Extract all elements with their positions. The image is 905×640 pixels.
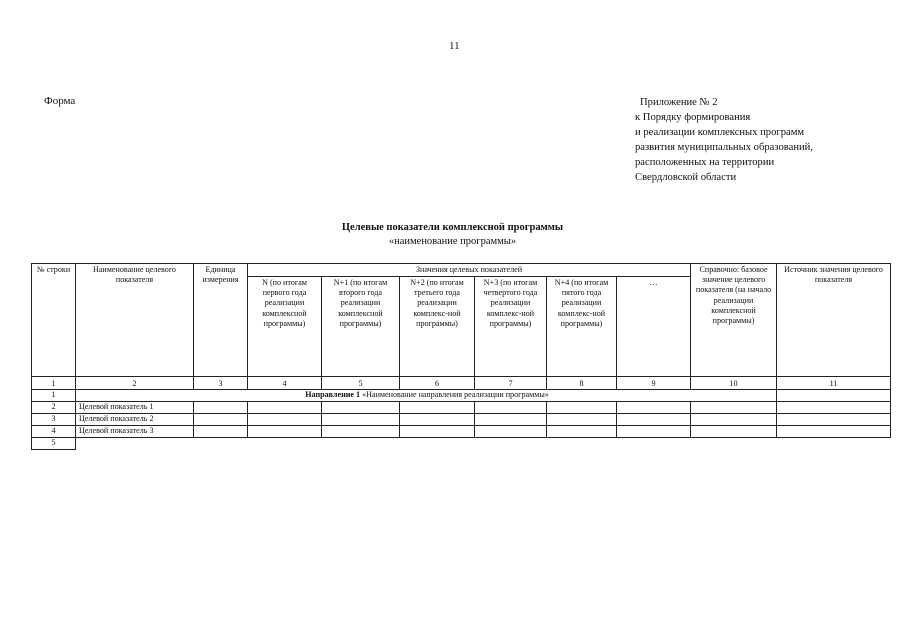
empty-cell bbox=[475, 426, 547, 438]
table-row bbox=[32, 426, 891, 438]
header-n4: N+4 (по итогам пятого года реализации комплекс-ной программы) bbox=[547, 277, 617, 377]
header-row-no: № строки bbox=[32, 264, 76, 377]
column-numbers-row bbox=[32, 377, 891, 390]
column-number: 5 bbox=[322, 377, 400, 390]
table-row bbox=[32, 414, 891, 426]
table-row bbox=[32, 402, 891, 414]
column-number: 1 bbox=[32, 377, 76, 390]
target-indicators-table bbox=[31, 263, 891, 450]
header-values-group: Значения целевых показателей bbox=[248, 264, 691, 277]
header-reference: Справочно: базовое значение целевого показателя (на начало реализации комплексной программы) bbox=[691, 264, 777, 377]
direction-row bbox=[32, 390, 891, 402]
indicator-name: Целевой показатель 3 bbox=[76, 426, 194, 438]
column-number: 6 bbox=[400, 377, 475, 390]
empty-cell bbox=[547, 402, 617, 414]
empty-cell bbox=[617, 414, 691, 426]
document-title bbox=[0, 221, 905, 249]
form-label: Форма bbox=[44, 95, 76, 107]
table-row bbox=[32, 438, 891, 450]
direction-label bbox=[76, 390, 777, 402]
indicator-name: Целевой показатель 1 bbox=[76, 402, 194, 414]
row-number: 4 bbox=[32, 426, 76, 438]
column-number: 2 bbox=[76, 377, 194, 390]
column-number: 4 bbox=[248, 377, 322, 390]
column-number: 11 bbox=[777, 377, 891, 390]
empty-cell bbox=[248, 426, 322, 438]
appendix-line: к Порядку формирования bbox=[635, 112, 751, 123]
row-number: 3 bbox=[32, 414, 76, 426]
appendix-line: Приложение № 2 bbox=[640, 97, 718, 108]
empty-cell bbox=[777, 414, 891, 426]
header-source: Источник значения целевого показателя bbox=[777, 264, 891, 377]
empty-cell bbox=[322, 414, 400, 426]
title-sub: «наименование программы» bbox=[388, 236, 517, 247]
appendix-block bbox=[635, 95, 813, 185]
empty-cell bbox=[194, 402, 248, 414]
empty-cell bbox=[617, 402, 691, 414]
header-n1: N+1 (по итогам второго года реализации комплексной программы) bbox=[322, 277, 400, 377]
appendix-line: Свердловской области bbox=[635, 172, 737, 183]
column-number: 10 bbox=[691, 377, 777, 390]
empty-cell bbox=[777, 402, 891, 414]
column-number: 3 bbox=[194, 377, 248, 390]
header-n: N (по итогам первого года реализации комплексной программы) bbox=[248, 277, 322, 377]
empty-cell bbox=[76, 438, 891, 450]
empty-cell bbox=[248, 414, 322, 426]
empty-cell bbox=[194, 426, 248, 438]
empty-cell bbox=[475, 402, 547, 414]
empty-cell bbox=[691, 426, 777, 438]
header-unit: Единица измерения bbox=[194, 264, 248, 377]
appendix-line: и реализации комплексных программ bbox=[635, 127, 805, 138]
header-n2: N+2 (по итогам третьего года реализации комплекс-ной программы) bbox=[400, 277, 475, 377]
header-indicator-name: Наименование целевого показателя bbox=[76, 264, 194, 377]
empty-cell bbox=[194, 414, 248, 426]
empty-cell bbox=[400, 426, 475, 438]
empty-cell bbox=[475, 414, 547, 426]
row-number: 2 bbox=[32, 402, 76, 414]
page-number: 11 bbox=[449, 40, 460, 52]
indicator-name: Целевой показатель 2 bbox=[76, 414, 194, 426]
row-number: 1 bbox=[32, 390, 76, 402]
appendix-line: развития муниципальных образований, bbox=[635, 142, 813, 153]
direction-label-bold: Направление 1 bbox=[305, 390, 361, 399]
empty-cell bbox=[777, 426, 891, 438]
empty-cell bbox=[322, 426, 400, 438]
column-number: 8 bbox=[547, 377, 617, 390]
column-number: 9 bbox=[617, 377, 691, 390]
appendix-line: расположенных на территории bbox=[635, 157, 775, 168]
empty-cell bbox=[691, 414, 777, 426]
empty-cell bbox=[400, 402, 475, 414]
empty-cell bbox=[248, 402, 322, 414]
header-row-1 bbox=[32, 264, 891, 277]
empty-cell bbox=[777, 390, 891, 402]
empty-cell bbox=[400, 414, 475, 426]
row-number: 5 bbox=[32, 438, 76, 450]
empty-cell bbox=[617, 426, 691, 438]
empty-cell bbox=[322, 402, 400, 414]
direction-label-rest: «Наименование направления реализации программы» bbox=[360, 390, 549, 399]
empty-cell bbox=[547, 426, 617, 438]
header-n3: N+3 (по итогам четвертого года реализации комплекс-ной программы) bbox=[475, 277, 547, 377]
empty-cell bbox=[547, 414, 617, 426]
column-number: 7 bbox=[475, 377, 547, 390]
title-main: Целевые показатели комплексной программы bbox=[341, 222, 564, 233]
empty-cell bbox=[691, 402, 777, 414]
header-ellipsis: … bbox=[617, 277, 691, 377]
